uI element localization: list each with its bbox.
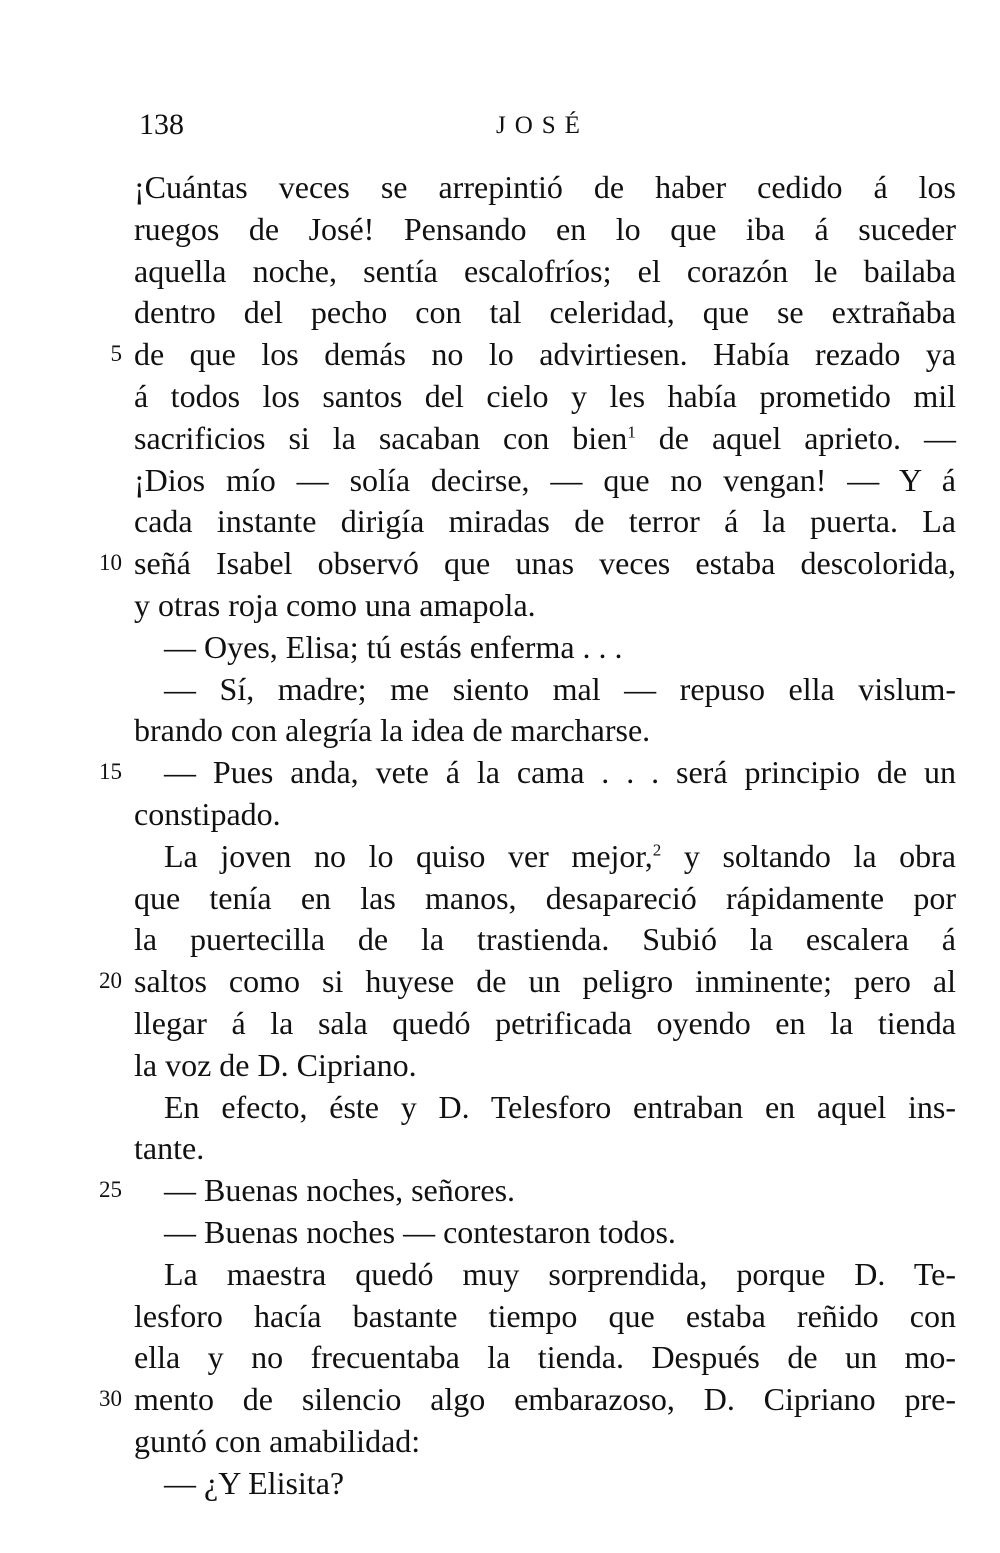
footnote-marker: 2 xyxy=(652,840,662,860)
text-line: ¡Cuántas veces se arrepintió de haber cedido á los xyxy=(134,169,956,205)
text-line: la puertecilla de la trastienda. Subió la escalera á xyxy=(134,921,956,957)
line-number: 10 xyxy=(99,550,122,575)
text-line: señá Isabel observó que unas veces estaba descolorida, xyxy=(134,545,956,581)
text-line: aquella noche, sentía escalofríos; el corazón le bailaba xyxy=(134,253,956,289)
text-line xyxy=(134,835,956,877)
text-fragment: La joven no lo quiso ver mejor, xyxy=(164,838,653,874)
text-line: ruegos de José! Pensando en lo que iba á suceder xyxy=(134,211,956,247)
text-line: saltos como si huyese de un peligro inminente; pero al xyxy=(134,963,956,999)
text-line: — ¿Y Elisita? xyxy=(164,1465,345,1501)
line-number: 25 xyxy=(99,1177,122,1202)
text-line: brando con alegría la idea de marcharse. xyxy=(134,712,651,748)
page-number: 138 xyxy=(139,108,184,141)
footnote-marker: 1 xyxy=(627,422,636,442)
line-number: 30 xyxy=(99,1386,122,1411)
text-line: mento de silencio algo embarazoso, D. Cipriano pre- xyxy=(134,1381,956,1417)
line-number: 15 xyxy=(99,759,122,784)
text-line xyxy=(134,417,956,459)
line-number: 5 xyxy=(110,341,122,366)
text-line: — Pues anda, vete á la cama . . . será principio de un xyxy=(164,754,956,790)
text-line: — Sí, madre; me siento mal — repuso ella vislum- xyxy=(164,671,956,707)
text-line: guntó con amabilidad: xyxy=(134,1423,421,1459)
text-fragment: sacrificios si la sacaban con bien xyxy=(134,420,628,456)
text-fragment: y soltando la obra xyxy=(661,838,957,874)
text-line: — Oyes, Elisa; tú estás enferma . . . xyxy=(164,629,623,665)
running-title: JOSÉ xyxy=(496,112,589,139)
text-line: dentro del pecho con tal celeridad, que se extrañaba xyxy=(134,294,956,330)
text-line: ¡Dios mío — solía decirse, — que no vengan! — Y á xyxy=(134,462,956,498)
text-fragment: de aquel aprieto. — xyxy=(635,420,957,456)
text-line: — Buenas noches, señores. xyxy=(164,1172,516,1208)
text-line: y otras roja como una amapola. xyxy=(134,587,536,623)
text-line: tante. xyxy=(134,1130,205,1166)
page-header xyxy=(0,108,1000,152)
text-line: la voz de D. Cipriano. xyxy=(134,1047,417,1083)
text-line: de que los demás no lo advirtiesen. Había rezado ya xyxy=(134,336,956,372)
text-line: á todos los santos del cielo y les había prometido mil xyxy=(134,378,956,414)
text-line: que tenía en las manos, desapareció rápidamente por xyxy=(134,880,956,916)
text-line: La maestra quedó muy sorprendida, porque D. Te- xyxy=(164,1256,956,1292)
text-line: lesforo hacía bastante tiempo que estaba reñido con xyxy=(134,1298,956,1334)
text-line: ella y no frecuentaba la tienda. Después de un mo- xyxy=(134,1339,956,1375)
text-line: — Buenas noches — contestaron todos. xyxy=(164,1214,676,1250)
text-line: cada instante dirigía miradas de terror á la puerta. La xyxy=(134,503,956,539)
text-line: constipado. xyxy=(134,796,281,832)
text-line: En efecto, éste y D. Telesforo entraban en aquel ins- xyxy=(164,1089,956,1125)
text-line: llegar á la sala quedó petrificada oyendo en la tienda xyxy=(134,1005,956,1041)
line-number: 20 xyxy=(99,968,122,993)
